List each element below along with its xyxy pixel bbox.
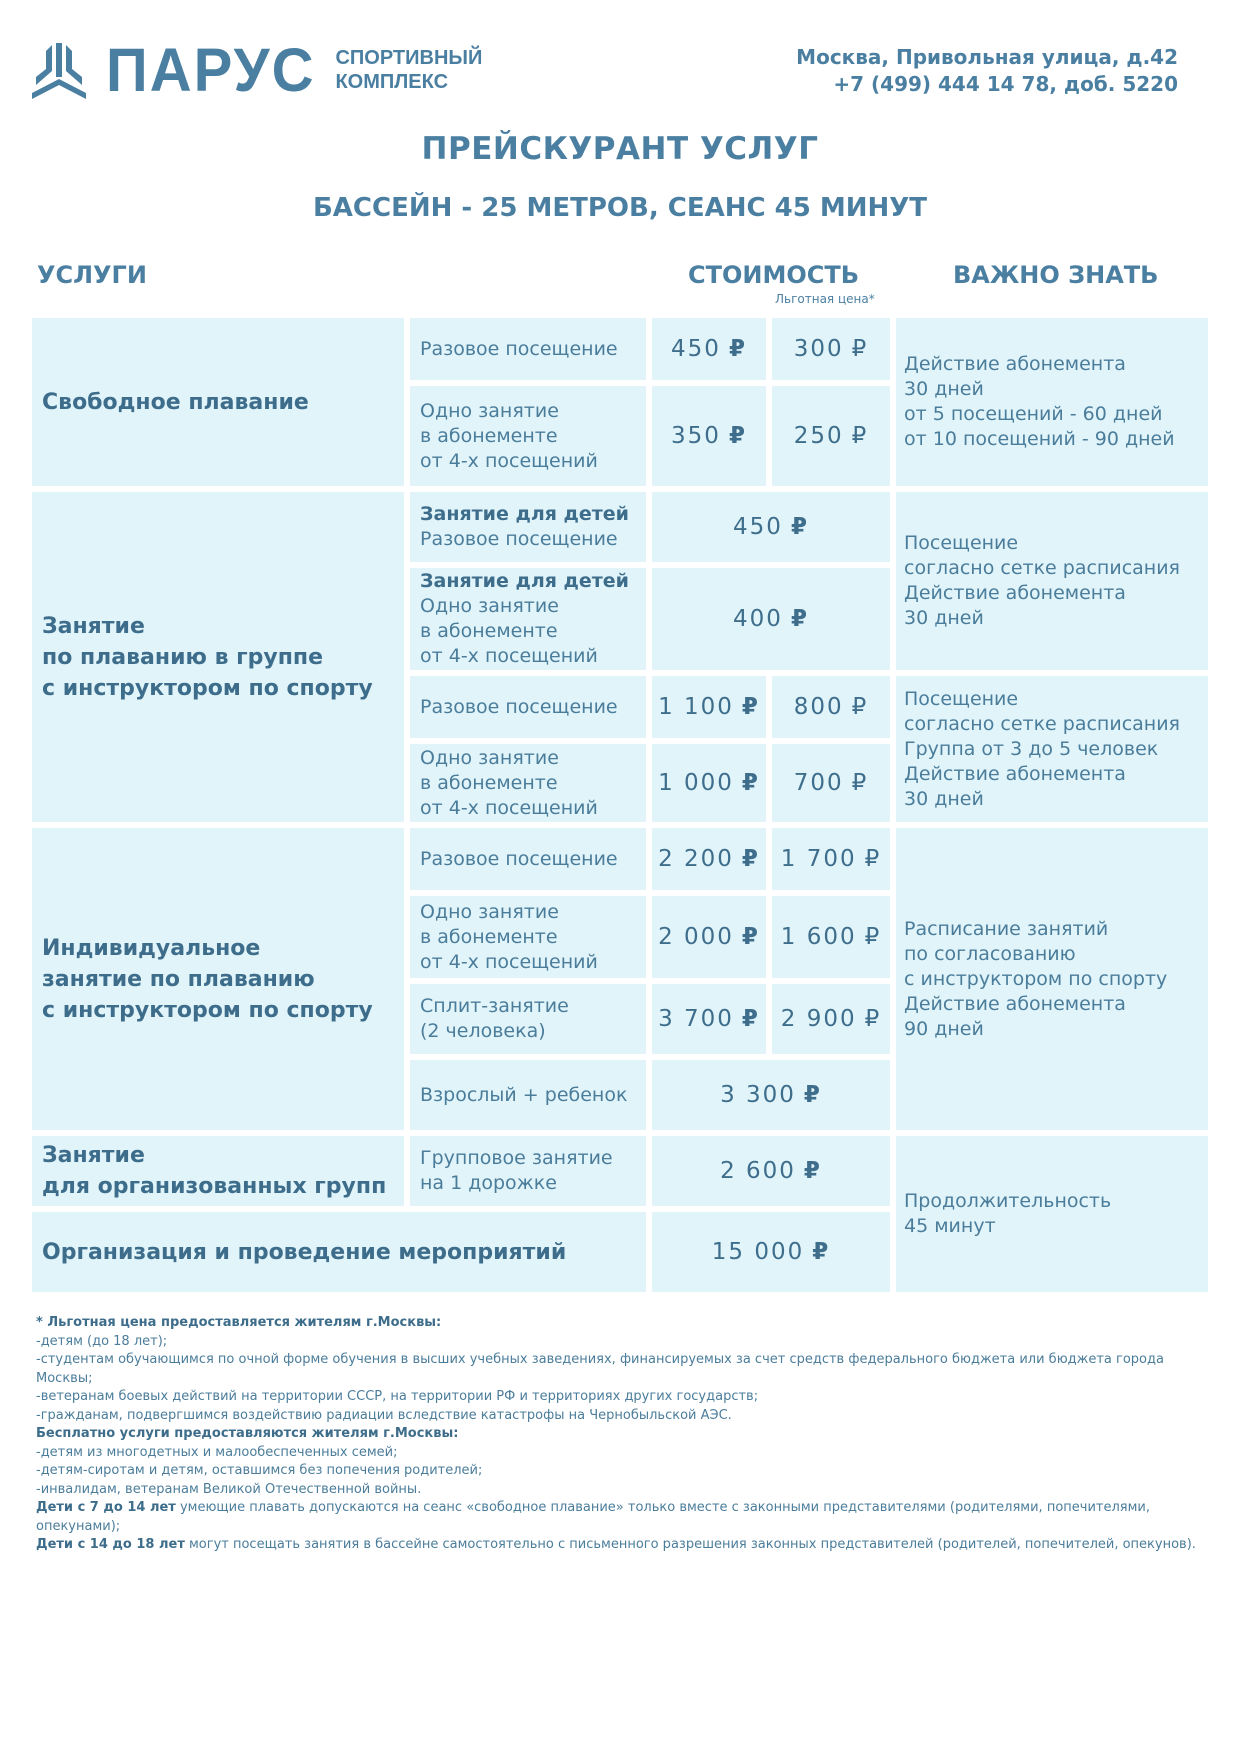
page-title: ПРЕЙСКУРАНТ УСЛУГ bbox=[421, 131, 819, 167]
service-individual-single: Разовое посещение bbox=[410, 828, 646, 890]
discount-individual-single: 1 700 ₽ bbox=[772, 828, 890, 890]
service-kids-single: Занятие для детей Разовое посещение bbox=[410, 492, 646, 562]
footnote-discount-heading: * Льготная цена предоставляется жителям г.Москвы: bbox=[36, 1315, 442, 1330]
footnote-free-heading: Бесплатно услуги предоставляются жителям г.Москвы: bbox=[36, 1426, 459, 1441]
logo bbox=[32, 35, 483, 105]
group-individual: Индивидуальное занятие по плаванию с инструктором по спорту bbox=[32, 828, 404, 1130]
group-group-lesson: Занятие по плаванию в группе с инструктором по спорту bbox=[32, 492, 404, 822]
discount-price-label: Льготная цена* bbox=[775, 292, 875, 306]
footnote-item: -детям-сиротам и детям, оставшимся без попечения родителей; bbox=[36, 1463, 483, 1478]
logo-name: ПАРУС bbox=[106, 35, 316, 105]
price-individual-adult-child: 3 300 ₽ bbox=[652, 1060, 890, 1130]
price-kids-subscription: 400 ₽ bbox=[652, 568, 890, 670]
group-free-swim: Свободное плавание bbox=[32, 318, 404, 486]
column-header-cost: СТОИМОСТЬ bbox=[688, 261, 860, 289]
discount-individual-subscription: 1 600 ₽ bbox=[772, 896, 890, 978]
phone: +7 (499) 444 14 78, доб. 5220 bbox=[833, 72, 1178, 96]
page-subtitle: БАССЕЙН - 25 МЕТРОВ, СЕАНС 45 МИНУТ bbox=[312, 193, 928, 223]
price-individual-subscription: 2 000 ₽ bbox=[652, 896, 766, 978]
footnotes bbox=[36, 1314, 1211, 1555]
service-group-single: Разовое посещение bbox=[410, 676, 646, 738]
price-kids-single: 450 ₽ bbox=[652, 492, 890, 562]
service-individual-split: Сплит-занятие (2 человека) bbox=[410, 984, 646, 1054]
logo-subtitle: СПОРТИВНЫЙ КОМПЛЕКС bbox=[335, 47, 483, 93]
sail-logo-icon bbox=[32, 41, 86, 99]
price-group-subscription: 1 000 ₽ bbox=[652, 744, 766, 822]
discount-free-swim-single: 300 ₽ bbox=[772, 318, 890, 380]
price-individual-split: 3 700 ₽ bbox=[652, 984, 766, 1054]
service-kids-subscription: Занятие для детей Одно занятие в абонементе от 4-х посещений bbox=[410, 568, 646, 670]
column-header-important: ВАЖНО ЗНАТЬ bbox=[953, 261, 1159, 289]
discount-group-subscription: 700 ₽ bbox=[772, 744, 890, 822]
price-free-swim-single: 450 ₽ bbox=[652, 318, 766, 380]
footnote-age-14-18: Дети с 14 до 18 лет могут посещать занятия в бассейне самостоятельно с письменного разрешения законных представителей (родителей, попечителей, опекунов). bbox=[36, 1537, 1196, 1552]
address: Москва, Привольная улица, д.42 bbox=[796, 45, 1178, 69]
service-organized-lane: Групповое занятие на 1 дорожке bbox=[410, 1136, 646, 1206]
price-organized-lane: 2 600 ₽ bbox=[652, 1136, 890, 1206]
service-free-swim-single: Разовое посещение bbox=[410, 318, 646, 380]
contacts bbox=[796, 44, 1178, 98]
note-free-swim: Действие абонемента 30 дней от 5 посещений - 60 дней от 10 посещений - 90 дней bbox=[896, 318, 1208, 486]
service-individual-subscription: Одно занятие в абонементе от 4-х посещений bbox=[410, 896, 646, 978]
price-group-single: 1 100 ₽ bbox=[652, 676, 766, 738]
footnote-age-7-14: Дети с 7 до 14 лет умеющие плавать допускаются на сеанс «свободное плавание» только вместе с законными представителями (родителями, попечителями, опекунами); bbox=[36, 1500, 1150, 1534]
note-individual: Расписание занятий по согласованию с инструктором по спорту Действие абонемента 90 дней bbox=[896, 828, 1208, 1130]
footnote-item: -детям из многодетных и малообеспеченных семей; bbox=[36, 1444, 398, 1460]
footnote-item: -инвалидам, ветеранам Великой Отечественной войны. bbox=[36, 1481, 422, 1497]
discount-group-single: 800 ₽ bbox=[772, 676, 890, 738]
footnote-item: -ветеранам боевых действий на территории СССР, на территории РФ и территориях других государств; bbox=[36, 1389, 759, 1404]
footnote-item: -детям (до 18 лет); bbox=[36, 1333, 168, 1349]
service-individual-adult-child: Взрослый + ребенок bbox=[410, 1060, 646, 1130]
service-group-subscription: Одно занятие в абонементе от 4-х посещений bbox=[410, 744, 646, 822]
note-duration: Продолжительность 45 минут bbox=[896, 1136, 1208, 1292]
discount-individual-split: 2 900 ₽ bbox=[772, 984, 890, 1054]
price-individual-single: 2 200 ₽ bbox=[652, 828, 766, 890]
price-events: 15 000 ₽ bbox=[652, 1212, 890, 1292]
discount-free-swim-subscription: 250 ₽ bbox=[772, 386, 890, 486]
group-events: Организация и проведение мероприятий bbox=[32, 1212, 646, 1292]
note-kids: Посещение согласно сетке расписания Действие абонемента 30 дней bbox=[896, 492, 1208, 670]
note-group: Посещение согласно сетке расписания Группа от 3 до 5 человек Действие абонемента 30 дней bbox=[896, 676, 1208, 822]
footnote-item: -гражданам, подвергшимся воздействию радиации вследствие катастрофы на Чернобыльской АЭС. bbox=[36, 1407, 732, 1423]
price-free-swim-subscription: 350 ₽ bbox=[652, 386, 766, 486]
page-header bbox=[0, 0, 1240, 130]
footnote-item: -студентам обучающимся по очной форме обучения в высших учебных заведениях, финансируемых за счет средств федерального бюджета или бюджета города Москвы; bbox=[36, 1352, 1164, 1386]
service-free-swim-subscription: Одно занятие в абонементе от 4-х посещений bbox=[410, 386, 646, 486]
column-header-services: УСЛУГИ bbox=[37, 261, 147, 289]
group-organized: Занятие для организованных групп bbox=[32, 1136, 404, 1206]
